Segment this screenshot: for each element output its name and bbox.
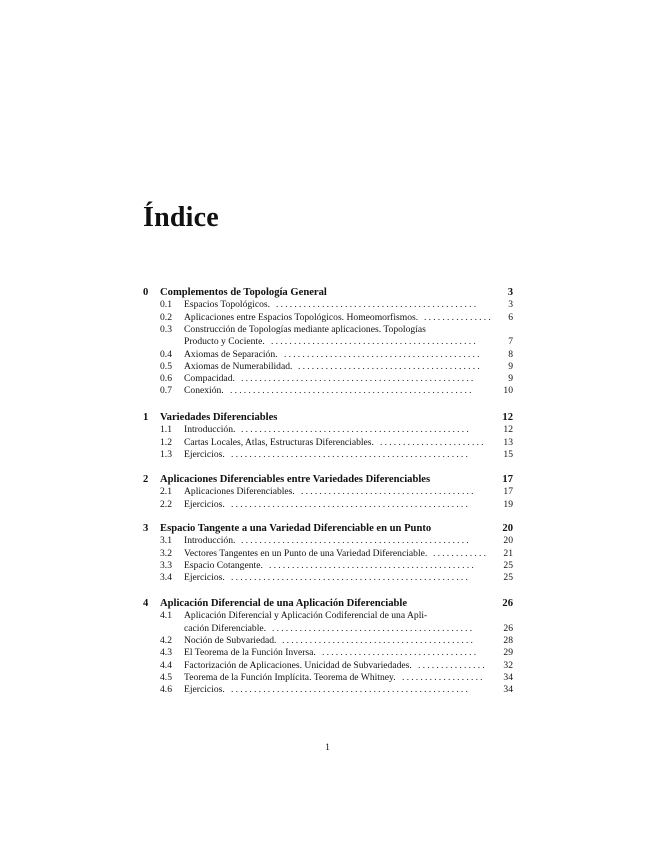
section-page: 34 [503,671,513,683]
dot-leader: ............................................. [271,336,478,348]
dot-leader: ............................................. [269,559,476,571]
chapter-number: 4 [143,598,149,609]
section-number: 0.7 [160,385,172,397]
toc-chapter-entry[interactable] [143,474,513,486]
dot-leader: .................................................. [241,535,471,547]
dot-leader: ....................... [380,436,486,448]
section-number: 0.6 [160,373,172,385]
dot-leader: .................................................... [231,684,471,696]
chapter-number: 2 [143,474,149,485]
section-number: 1.2 [160,436,172,448]
dot-leader: .................................................... [231,572,471,584]
section-page: 29 [503,647,513,659]
section-title: Conexión. [184,385,224,397]
chapter-number: 3 [143,523,149,534]
toc-section-entry[interactable] [143,560,513,572]
chapter-page: 12 [502,412,513,423]
section-page: 3 [508,299,513,311]
toc-section-entry[interactable] [143,373,513,385]
page-number: 1 [325,742,330,753]
section-number: 3.3 [160,559,172,571]
chapter-title: Aplicaciones Diferenciables entre Variedades Diferenciables [160,474,431,485]
section-number: 0.3 [160,323,172,335]
dot-leader: ........................................ [298,360,482,372]
chapter-number: 0 [143,287,149,298]
section-page: 28 [503,634,513,646]
chapter-number: 1 [143,412,149,423]
dot-leader: ............ [433,547,489,559]
toc-section-entry[interactable] [143,610,513,622]
section-page: 15 [503,448,513,460]
section-number: 4.1 [160,610,172,622]
toc-section-entry[interactable] [143,486,513,498]
dot-leader: .......................................... [282,634,476,646]
section-number: 2.2 [160,498,172,510]
chapter-page: 26 [502,598,513,609]
section-title: Aplicación Diferencial y Aplicación Codiferencial de una Apli- [184,610,428,622]
section-page: 17 [503,486,513,498]
section-number: 1.3 [160,448,172,460]
section-title: Ejercicios. [184,448,225,460]
chapter-title: Complementos de Topología General [160,287,327,298]
toc-section-entry[interactable] [143,385,513,397]
dot-leader: .................................................. [241,424,471,436]
section-number: 4.3 [160,647,172,659]
dot-leader: .................................. [322,647,479,659]
section-title: Axiomas de Separación. [184,348,278,360]
toc-section-entry[interactable] [143,660,513,672]
toc-section-entry[interactable] [143,499,513,511]
section-title: Ejercicios. [184,684,225,696]
section-number: 1.1 [160,424,172,436]
section-title: Introducción. [184,535,236,547]
section-title: Axiomas de Numerabilidad. [184,360,293,372]
section-page: 13 [503,436,513,448]
toc-section-entry[interactable] [143,684,513,696]
section-number: 3.1 [160,535,172,547]
toc-section-entry[interactable] [143,312,513,324]
section-number: 0.2 [160,311,172,323]
dot-leader: ............... [418,659,487,671]
section-title: Compacidad. [184,373,235,385]
toc-section-entry[interactable] [143,647,513,659]
section-page: 20 [503,535,513,547]
section-title: Espacios Topológicos. [184,299,271,311]
page-title: Índice [143,202,219,233]
section-page: 7 [508,336,513,348]
section-page: 25 [503,559,513,571]
section-title: Construcción de Topologías mediante aplicaciones. Topologías [184,323,426,335]
section-number: 4.5 [160,671,172,683]
section-page: 9 [508,360,513,372]
section-title-continued: Producto y Cociente. [184,336,265,348]
dot-leader: ................................................... [241,373,476,385]
section-title: Cartas Locales, Atlas, Estructuras Diferenciables. [184,436,374,448]
section-page: 32 [503,659,513,671]
section-number: 0.4 [160,348,172,360]
chapter-title: Variedades Diferenciables [160,412,278,423]
chapter-page: 17 [502,474,513,485]
chapter-title: Espacio Tangente a una Variedad Diferenciable en un Punto [160,523,432,534]
toc-section-entry[interactable] [143,572,513,584]
section-number: 3.2 [160,547,172,559]
toc-section-entry[interactable] [143,548,513,560]
section-page: 10 [503,385,513,397]
section-title: Ejercicios. [184,572,225,584]
section-number: 4.2 [160,634,172,646]
toc-chapter-entry[interactable] [143,523,513,535]
section-title: El Teorema de la Función Inversa. [184,647,316,659]
toc-section-entry[interactable] [143,449,513,461]
section-number: 2.1 [160,486,172,498]
section-number: 3.4 [160,572,172,584]
section-page: 34 [503,684,513,696]
toc-section-entry[interactable] [143,535,513,547]
toc-chapter-entry[interactable] [143,287,513,299]
dot-leader: ............................................ [276,299,479,311]
toc-section-entry-continued [143,336,513,348]
dot-leader: ........................................... [284,348,482,360]
section-title: Introducción. [184,424,236,436]
toc-section-entry[interactable] [143,349,513,361]
section-page: 12 [503,424,513,436]
dot-leader: .................................................... [231,448,471,460]
dot-leader: ..................................................... [230,385,474,397]
section-page: 6 [508,311,513,323]
section-title: Ejercicios. [184,498,225,510]
section-title: Teorema de la Función Implícita. Teorema de Whitney. [184,671,396,683]
toc-section-entry[interactable] [143,299,513,311]
chapter-page: 3 [507,287,513,298]
toc-section-entry[interactable] [143,635,513,647]
section-page: 25 [503,572,513,584]
toc-section-entry[interactable] [143,672,513,684]
section-page: 21 [503,547,513,559]
chapter-title: Aplicación Diferencial de una Aplicación Diferenciable [160,598,408,609]
section-page: 19 [503,498,513,510]
section-title: Aplicaciones Diferenciables. [184,486,295,498]
section-number: 4.4 [160,659,172,671]
toc-section-entry[interactable] [143,424,513,436]
toc-section-entry[interactable] [143,324,513,336]
chapter-page: 20 [502,523,513,534]
toc-chapter-entry[interactable] [143,412,513,424]
toc-section-entry[interactable] [143,437,513,449]
section-title: Vectores Tangentes en un Punto de una Variedad Diferenciable. [184,547,428,559]
toc-section-entry-continued [143,623,513,635]
section-title: Noción de Subvariedad. [184,634,277,646]
section-title-continued: cación Diferenciable. [184,622,267,634]
section-title: Aplicaciones entre Espacios Topológicos. Homeomorfismos. [184,311,419,323]
dot-leader: ............... [424,311,493,323]
toc-section-entry[interactable] [143,361,513,373]
dot-leader: ...................................... [301,486,476,498]
dot-leader: .................. [402,671,485,683]
section-title: Espacio Cotangente. [184,559,263,571]
section-title: Factorización de Aplicaciones. Unicidad de Subvariedades. [184,659,412,671]
section-page: 26 [503,622,513,634]
section-number: 0.1 [160,299,172,311]
dot-leader: .................................................... [231,498,471,510]
section-page: 9 [508,373,513,385]
toc-chapter-entry[interactable] [143,598,513,610]
dot-leader: ............................................ [272,622,475,634]
section-page: 8 [508,348,513,360]
section-number: 4.6 [160,684,172,696]
section-number: 0.5 [160,360,172,372]
